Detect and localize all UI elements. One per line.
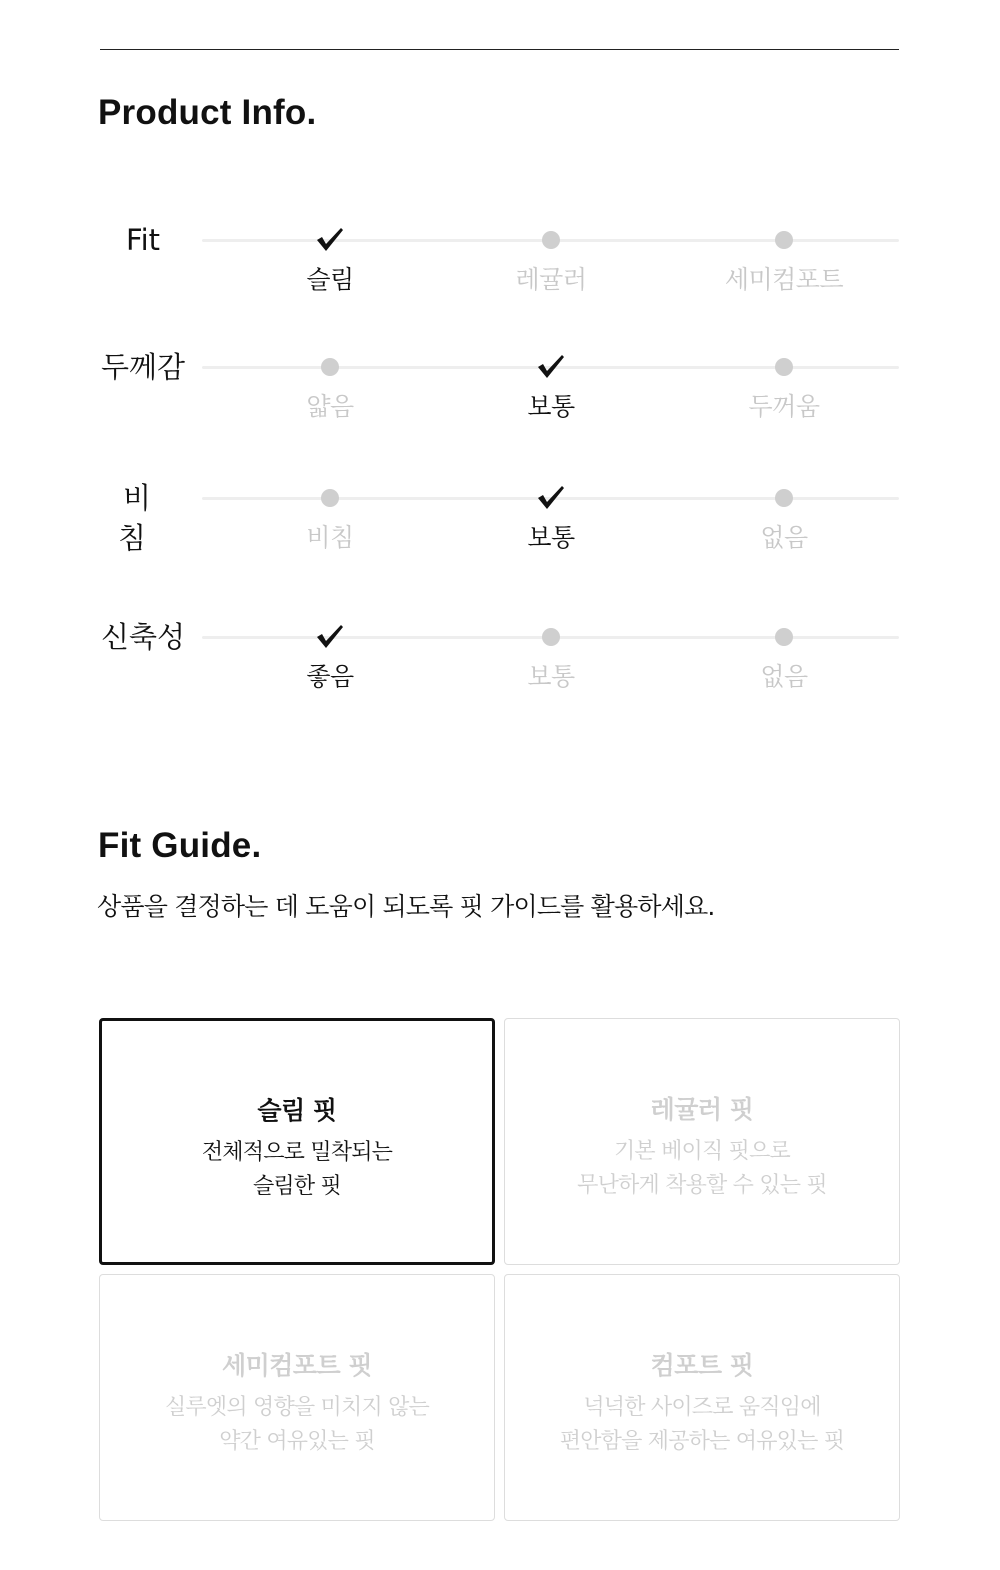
option-label: 보통 [527, 392, 575, 421]
fit-card-title: 컴포트 핏 [650, 1351, 754, 1380]
dot-icon [321, 358, 339, 376]
option-label: 좋음 [306, 662, 354, 691]
dot-icon [542, 231, 560, 249]
row-label: Fit [126, 223, 160, 257]
fit-card-desc-line: 슬림한 핏 [252, 1174, 341, 1199]
checkmark-icon [314, 224, 346, 256]
option-label: 세미컴포트 [724, 265, 844, 294]
fit-card-desc-line: 기본 베이직 핏으로 [613, 1139, 790, 1164]
product-info-title: Product Info. [98, 93, 317, 132]
option-label: 비침 [306, 523, 354, 552]
scale-option [694, 220, 874, 300]
fit-card-desc-line: 실루엣의 영향을 미치지 않는 [164, 1395, 429, 1420]
scale-option [694, 617, 874, 697]
fit-guide-subtitle: 상품을 결정하는 데 도움이 되도록 핏 가이드를 활용하세요. [97, 892, 715, 921]
dot-icon [775, 489, 793, 507]
dot-icon [775, 231, 793, 249]
fit-card-comfort[interactable] [504, 1274, 900, 1521]
fit-card-desc-line: 편안함을 제공하는 여유있는 핏 [559, 1429, 845, 1454]
dot-icon [542, 628, 560, 646]
top-divider [100, 49, 899, 50]
fit-card-title: 레귤러 핏 [650, 1095, 754, 1124]
fit-card-regular[interactable] [504, 1018, 900, 1265]
fit-card-slim[interactable] [99, 1018, 495, 1265]
info-row-sheerness [0, 478, 1000, 558]
scale-option [240, 220, 420, 300]
scale-option [694, 478, 874, 558]
scale-option [240, 617, 420, 697]
fit-card-description [102, 1136, 492, 1204]
checkmark-icon [314, 621, 346, 653]
fit-card-desc-line: 무난하게 착용할 수 있는 핏 [577, 1173, 827, 1198]
fit-card-desc-line: 넉넉한 사이즈로 움직임에 [583, 1395, 821, 1420]
option-label: 보통 [527, 662, 575, 691]
dot-icon [775, 358, 793, 376]
option-label: 보통 [527, 523, 575, 552]
fit-card-description [505, 1391, 899, 1459]
info-row-fit [0, 220, 1000, 300]
scale-option [461, 347, 641, 427]
option-label: 슬림 [306, 265, 354, 294]
option-label: 두꺼움 [748, 392, 820, 421]
scale-option [240, 478, 420, 558]
fit-card-desc-line: 약간 여유있는 핏 [219, 1429, 375, 1454]
info-row-thickness [0, 347, 1000, 427]
scale-option [240, 347, 420, 427]
fit-guide-title: Fit Guide. [98, 826, 262, 865]
fit-card-description [100, 1391, 494, 1459]
fit-card-description [505, 1135, 899, 1203]
scale-option [461, 220, 641, 300]
row-label: 신축성 [100, 620, 186, 654]
option-label: 레귤러 [515, 265, 587, 294]
option-label: 없음 [760, 662, 808, 691]
fit-card-title: 세미컴포트 핏 [221, 1351, 373, 1380]
scale-option [694, 347, 874, 427]
scale-option [461, 478, 641, 558]
scale-option [461, 617, 641, 697]
dot-icon [321, 489, 339, 507]
fit-card-title: 슬림 핏 [257, 1096, 337, 1125]
fit-card-desc-line: 전체적으로 밀착되는 [201, 1140, 393, 1165]
option-label: 없음 [760, 523, 808, 552]
row-label: 비침 [117, 481, 173, 555]
dot-icon [775, 628, 793, 646]
fit-card-semi-comfort[interactable] [99, 1274, 495, 1521]
checkmark-icon [535, 351, 567, 383]
row-label: 두께감 [100, 350, 186, 384]
option-label: 얇음 [306, 392, 354, 421]
checkmark-icon [535, 482, 567, 514]
info-row-stretch [0, 617, 1000, 697]
